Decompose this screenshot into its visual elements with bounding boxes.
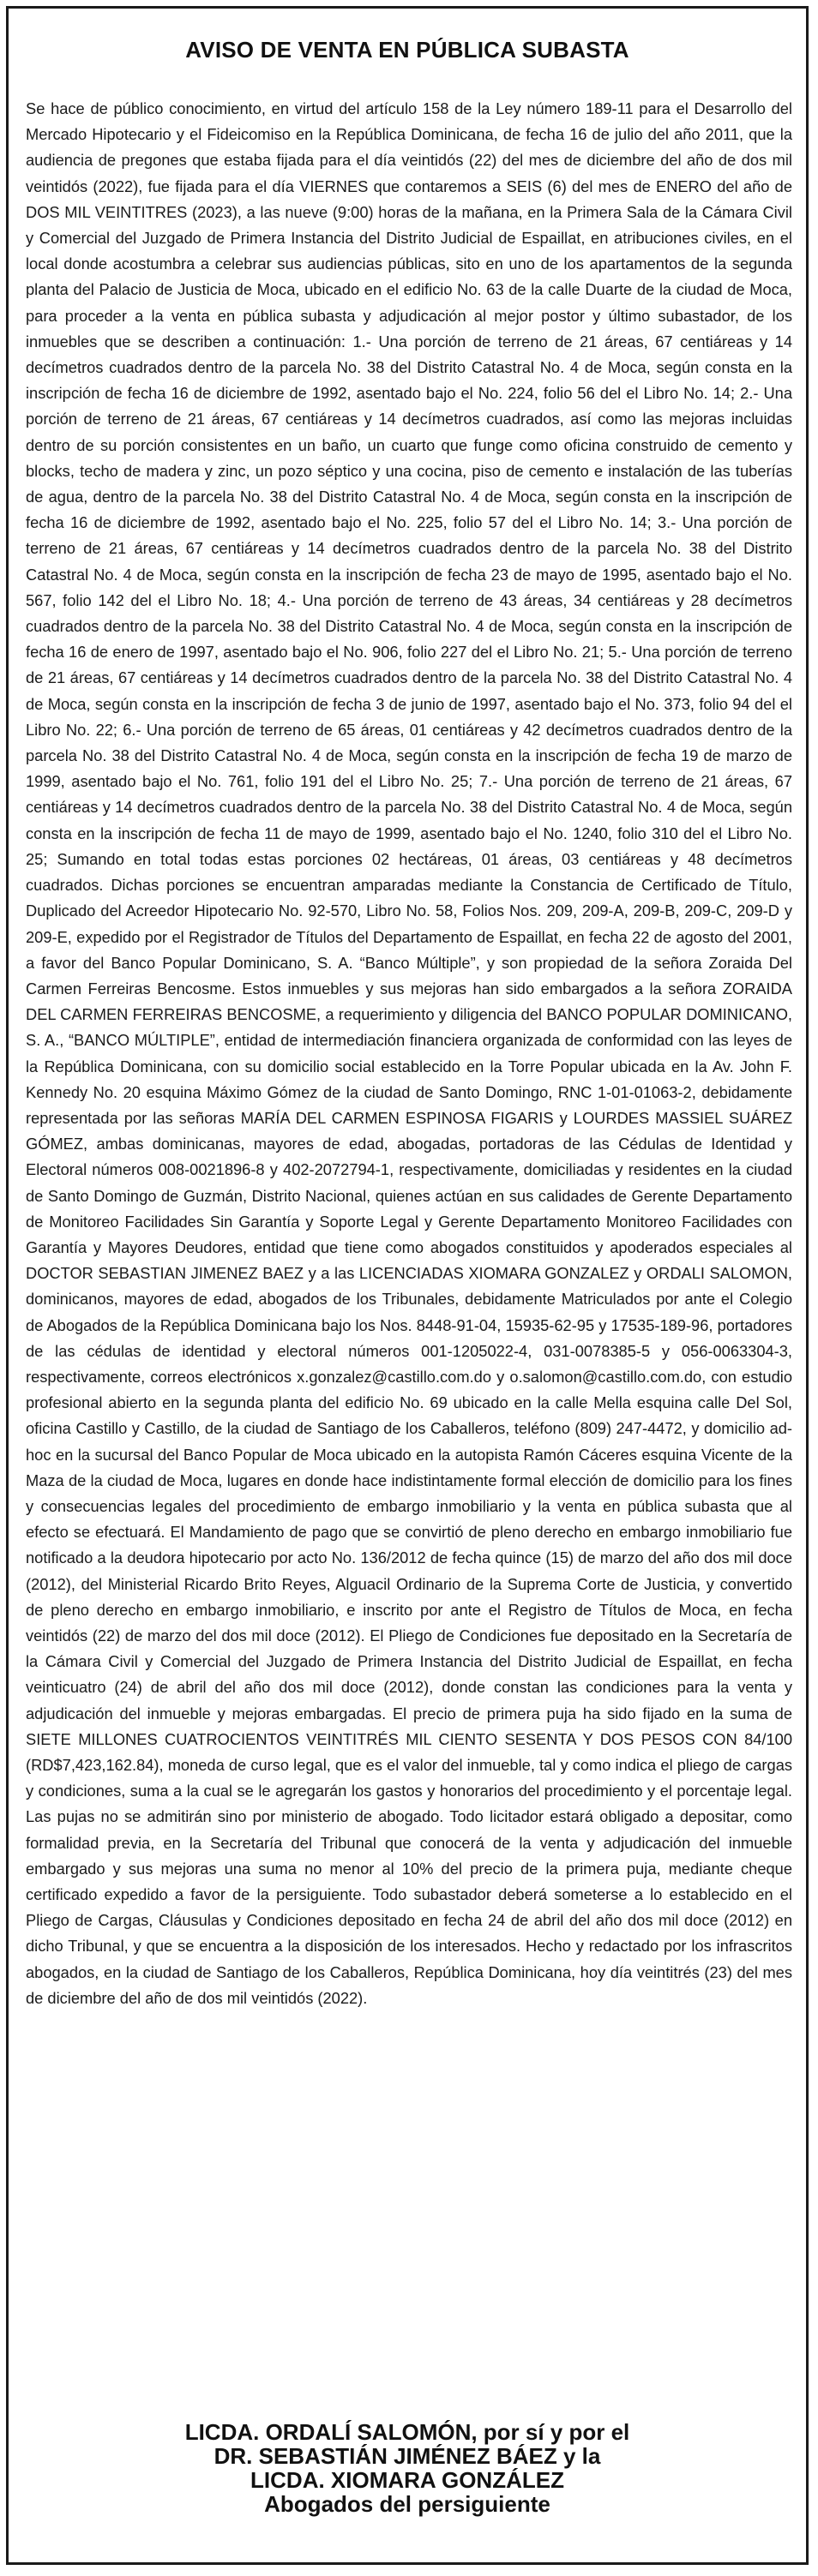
signature-line-1: LICDA. ORDALÍ SALOMÓN, por sí y por el <box>184 2419 630 2445</box>
notice-body: Se hace de público conocimiento, en virtud del artículo 158 de la Ley número 189-11 para el Desarrollo del Mercado Hipotecario y el Fideicomiso en la República Dominicana, de fecha 16 de julio del año 2011, que la audiencia de pregones que estaba fijada para el día veintidós (22) del mes de diciembre del año de dos mil veintidós (2022), fue fijada para el día VIERNES que contaremos a SEIS (6) del mes de ENERO del año de DOS MIL VEINTITRES (2023), a las nueve (9:00) horas de la mañana, en la Primera Sala de la Cámara Civil y Comercial del Juzgado de Primera Instancia del Distrito Judicial de Espaillat, en atribuciones civiles, en el local donde acostumbra a celebrar sus audiencias públicas, sito en uno de los apartamentos de la segunda planta del Palacio de Justicia de Moca, ubicado en el edificio No. 63 de la calle Duarte de la ciudad de Moca, para proceder a la venta en pública subasta y adjudicación al mejor postor y último subastador, de los inmuebles que se describen a continuación: 1.- Una porción de terreno de 21 áreas, 67 centiáreas y 14 decímetros cuadrados dentro de la parcela No. 38 del Distrito Catastral No. 4 de Moca, según consta en la inscripción de fecha 16 de diciembre de 1992, asentado bajo el No. 224, folio 56 del el Libro No. 14; 2.- Una porción de terreno de 21 áreas, 67 centiáreas y 14 decímetros cuadrados, así como las mejoras incluidas dentro de su porción consistentes en un baño, un cuarto que funge como oficina construido de cemento y blocks, techo de madera y zinc, un pozo séptico y una cocina, piso de cemento e instalación de las tuberías de agua, dentro de la parcela No. 38 del Distrito Catastral No. 4 de Moca, según consta en la inscripción de fecha 16 de diciembre de 1992, asentado bajo el No. 225, folio 57 del el Libro No. 14; 3.- Una porción de terreno de 21 áreas, 67 centiáreas y 14 decímetros cuadrados dentro de la parcela No. 38 del Distrito Catastral No. 4 de Moca, según consta en la inscripción de fecha 23 de mayo de 1995, asentado bajo el No. 567, folio 142 del el Libro No. 18; 4.- Una porción de terreno de 43 áreas, 34 centiáreas y 28 decímetros cuadrados dentro de la parcela No. 38 del Distrito Catastral No. 4 de Moca, según consta en la inscripción de fecha 16 de enero de 1997, asentado bajo el No. 906, folio 227 del el Libro No. 21; 5.- Una porción de terreno de 21 áreas, 67 centiáreas y 14 decímetros cuadrados dentro de la parcela No. 38 del Distrito Catastral No. 4 de Moca, según consta en la inscripción de fecha 3 de junio de 1997, asentado bajo el No. 373, folio 94 del el Libro No. 22; 6.- Una porción de terreno de 65 áreas, 01 centiáreas y 42 decímetros cuadrados dentro de la parcela No. 38 del Distrito Catastral No. 4 de Moca, según consta en la inscripción de fecha 19 de marzo de 1999, asentado bajo el No. 761, folio 191 del el Libro No. 25; 7.- Una porción de terreno de 21 áreas, 67 centiáreas y 14 decímetros cuadrados dentro de la parcela No. 38 del Distrito Catastral No. 4 de Moca, según consta en la inscripción de fecha 11 de mayo de 1999, asentado bajo el No. 1240, folio 310 del el Libro No. 25; Sumando en total todas estas porciones 02 hectáreas, 01 áreas, 03 centiáreas y 48 decímetros cuadrados. Dichas porciones se encuentran amparadas mediante la Constancia de Certificado de Título, Duplicado del Acreedor Hipotecario No. 92-570, Libro No. 58, Folios Nos. 209, 209-A, 209-B, 209-C, 209-D y 209-E, expedido por el Registrador de Títulos del Departamento de Espaillat, en fecha 22 de agosto del 2001, a favor del Banco Popular Dominicano, S. A. “Banco Múltiple”, y son propiedad de la señora Zoraida Del Carmen Ferreiras Bencosme. Estos inmuebles y sus mejoras han sido embargados a la señora ZORAIDA DEL CARMEN FERREIRAS BENCOSME, a requerimiento y diligencia del BANCO POPULAR DOMINICANO, S. A., “BANCO MÚLTIPLE”, entidad de intermediación financiera organizada de conformidad con las leyes de la República Dominicana, con su domicilio social establecido en la Torre Popular ubicada en la Av. John F. Kennedy No. 20 esquina Máximo Gómez de la ciudad de Santo Domingo, RNC 1-01-01063-2, debidamente representada por las señoras MARÍA DEL CARMEN ESPINOSA FIGARIS y LOURDES MASSIEL SUÁREZ GÓMEZ, ambas dominicanas, mayores de edad, abogadas, portadoras de las Cédulas de Identidad y Electoral números 008-0021896-8 y 402-2072794-1, respectivamente, domiciliadas y residentes en la ciudad de Santo Domingo de Guzmán, Distrito Nacional, quienes actúan en sus calidades de Gerente Departamento de Monitoreo Facilidades Sin Garantía y Soporte Legal y Gerente Departamento Monitoreo Facilidades con Garantía y Mayores Deudores, entidad que tiene como abogados constituidos y apoderados especiales al DOCTOR SEBASTIAN JIMENEZ BAEZ y a las LICENCIADAS XIOMARA GONZALEZ y ORDALI SALOMON, dominicanos, mayores de edad, abogados de los Tribunales, debidamente Matriculados por ante el Colegio de Abogados de la República Dominicana bajo los Nos. 8448-91-04, 15935-62-95 y 17535-189-96, portadores de las cédulas de identidad y electoral números 001-1205022-4, 031-0078385-5 y 056-0063304-3, respectivamente, correos electrónicos x.gonzalez@castillo.com.do y o.salomon@castillo.com.do, con estudio profesional abierto en la segunda planta del edificio No. 69 ubicado en la calle Mella esquina calle Del Sol, oficina Castillo y Castillo, de la ciudad de Santiago de los Caballeros, teléfono (809) 247-4472, y domicilio ad-hoc en la sucursal del Banco Popular de Moca ubicado en la autopista Ramón Cáceres esquina Vicente de la Maza de la ciudad de Moca, lugares en donde hace indistintamente formal elección de domicilio para los fines y consecuencias legales del procedimiento de embargo inmobiliario y la venta en pública subasta que al efecto se efectuará. El Mandamiento de pago que se convirtió de pleno derecho en embargo inmobiliario fue notificado a la deudora hipotecario por acto No. 136/2012 de fecha quince (15) de marzo del año dos mil doce (2012), del Ministerial Ricardo Brito Reyes, Alguacil Ordinario de la Suprema Corte de Justicia, y convertido de pleno derecho en embargo inmobiliario, e inscrito por ante el Registro de Títulos de Moca, en fecha veintidós (22) de marzo del dos mil doce (2012). El Pliego de Condiciones fue depositado en la Secretaría de la Cámara Civil y Comercial del Juzgado de Primera Instancia del Distrito Judicial de Espaillat, en fecha veinticuatro (24) de abril del año dos mil doce (2012), donde constan las condiciones para la venta y adjudicación del inmueble y mejoras embargadas. El precio de primera puja ha sido fijado en la suma de SIETE MILLONES CUATROCIENTOS VEINTITRÉS MIL CIENTO SESENTA Y DOS PESOS CON 84/100 (RD$7,423,162.84), moneda de curso legal, que es el valor del inmueble, tal y como indica el pliego de cargas y condiciones, suma a la cual se le agregarán los gastos y honorarios del procedimiento y el porcentaje legal. Las pujas no se admitirán sino por ministerio de abogado. Todo licitador estará obligado a depositar, como formalidad previa, en la Secretaría del Tribunal que conocerá de la venta y adjudicación del inmueble embargado y sus mejoras una suma no menor al 10% del precio de la primera puja, mediante cheque certificado expedido a favor de la persiguiente. Todo subastador deberá someterse a lo establecido en el Pliego de Cargas, Cláusulas y Condiciones depositado en fecha 24 de abril del año dos mil doce (2012) en dicho Tribunal, y que se encuentra a la disposición de los interesados. Hecho y redactado por los infrascritos abogados, en la ciudad de Santiago de los Caballeros, República Dominicana, hoy día veintitrés (23) del mes de diciembre del año de dos mil veintidós (2022). <box>26 99 792 2007</box>
signature-line-4: Abogados del persiguiente <box>264 2491 550 2517</box>
signature-line-2: DR. SEBASTIÁN JIMÉNEZ BÁEZ y la <box>214 2443 601 2469</box>
notice-title: AVISO DE VENTA EN PÚBLICA SUBASTA <box>185 37 629 63</box>
signature-block <box>9 2420 806 2516</box>
signature-line-3: LICDA. XIOMARA GONZÁLEZ <box>250 2467 564 2493</box>
notice-frame <box>6 6 809 2565</box>
